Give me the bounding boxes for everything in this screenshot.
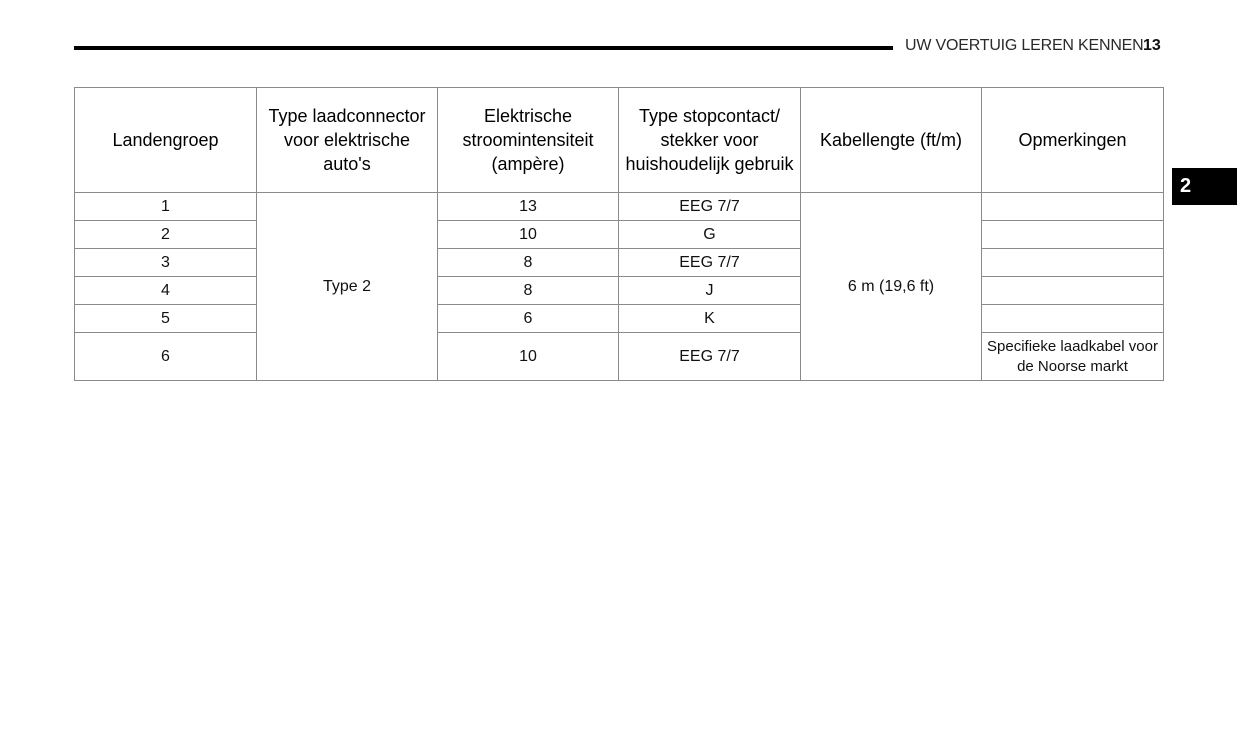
header-socket-type: Type stopcontact/ stekker voor huishoudelijk gebruik xyxy=(619,88,801,193)
table-row xyxy=(75,333,1164,381)
cell-current: 13 xyxy=(438,193,619,221)
cell-current: 10 xyxy=(438,221,619,249)
cell-connector-type: Type 2 xyxy=(257,193,438,381)
cell-remark xyxy=(982,277,1164,305)
cell-group: 4 xyxy=(75,277,257,305)
cell-cable-length: 6 m (19,6 ft) xyxy=(801,193,982,381)
cell-remark: Specifieke laadkabel voor de Noorse markt xyxy=(982,333,1164,381)
table-row xyxy=(75,221,1164,249)
table-header-row xyxy=(75,88,1164,193)
cell-remark xyxy=(982,193,1164,221)
cell-socket: EEG 7/7 xyxy=(619,249,801,277)
cell-group: 2 xyxy=(75,221,257,249)
charging-spec-table xyxy=(74,87,1164,381)
header-remarks: Opmerkingen xyxy=(982,88,1164,193)
cell-socket: G xyxy=(619,221,801,249)
cell-socket: K xyxy=(619,305,801,333)
page-number: 13 xyxy=(1143,37,1161,54)
cell-socket: EEG 7/7 xyxy=(619,193,801,221)
header-rule xyxy=(74,46,893,50)
chapter-tab: 2 xyxy=(1172,168,1237,205)
table-row xyxy=(75,193,1164,221)
table-row xyxy=(75,305,1164,333)
cell-group: 5 xyxy=(75,305,257,333)
table-row xyxy=(75,277,1164,305)
header-country-group: Landengroep xyxy=(75,88,257,193)
cell-socket: J xyxy=(619,277,801,305)
cell-remark xyxy=(982,221,1164,249)
header-cable-length: Kabellengte (ft/m) xyxy=(801,88,982,193)
table-row xyxy=(75,249,1164,277)
cell-group: 1 xyxy=(75,193,257,221)
header-connector-type: Type laadconnector voor elektrische auto's xyxy=(257,88,438,193)
cell-current: 8 xyxy=(438,277,619,305)
header-current: Elektrische stroomintensiteit (ampère) xyxy=(438,88,619,193)
cell-remark xyxy=(982,249,1164,277)
cell-current: 6 xyxy=(438,305,619,333)
cell-current: 8 xyxy=(438,249,619,277)
cell-socket: EEG 7/7 xyxy=(619,333,801,381)
section-title: UW VOERTUIG LEREN KENNEN xyxy=(905,37,1144,54)
cell-group: 6 xyxy=(75,333,257,381)
cell-current: 10 xyxy=(438,333,619,381)
cell-group: 3 xyxy=(75,249,257,277)
cell-remark xyxy=(982,305,1164,333)
